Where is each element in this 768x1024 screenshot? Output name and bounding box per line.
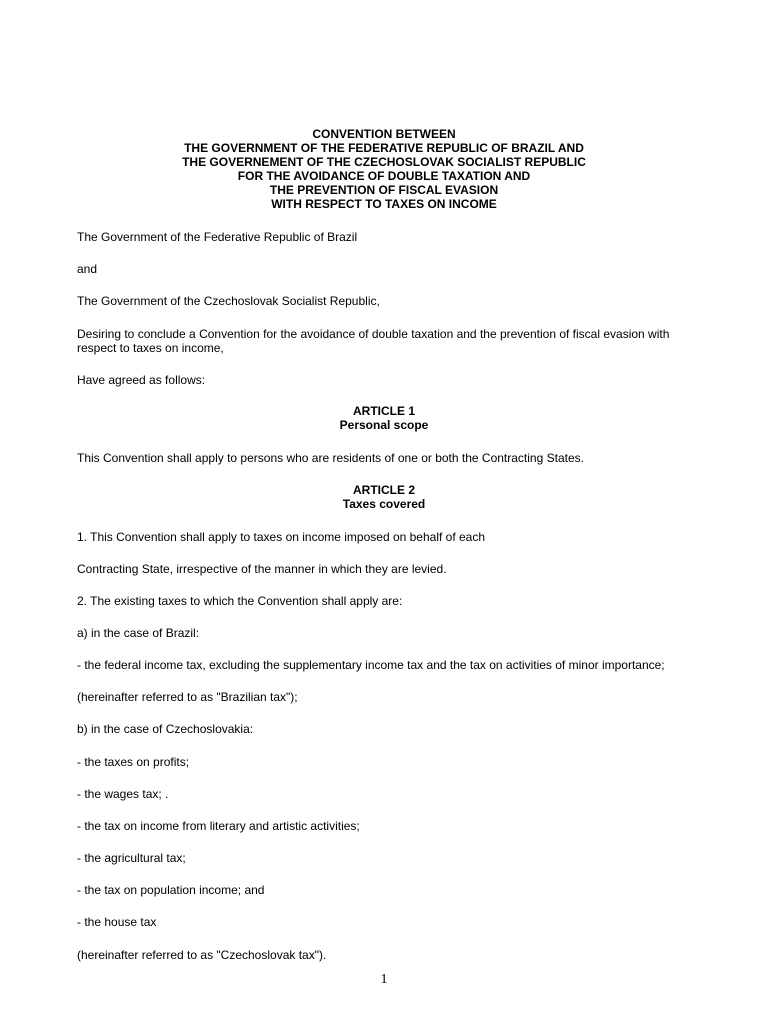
article-2-paragraph: a) in the case of Brazil:	[77, 626, 200, 640]
article-2-paragraph: b) in the case of Czechoslovakia:	[77, 722, 254, 736]
document-title	[0, 127, 768, 211]
title-line: CONVENTION BETWEEN	[312, 127, 456, 141]
article-2-paragraph: - the federal income tax, excluding the supplementary income tax and the tax on activities of minor importance;	[77, 658, 665, 672]
article-2-paragraph: Contracting State, irrespective of the manner in which they are levied.	[77, 562, 447, 576]
page-number: 1	[380, 972, 388, 987]
article-2-paragraph: - the agricultural tax;	[77, 851, 186, 865]
article-1-title: Personal scope	[339, 418, 429, 432]
preamble-party-czechoslovakia: The Government of the Czechoslovak Socialist Republic,	[77, 294, 380, 308]
article-2-paragraph: - the wages tax; .	[77, 787, 169, 801]
article-2-heading	[0, 483, 768, 511]
preamble-desiring: Desiring to conclude a Convention for the avoidance of double taxation and the prevention of fiscal evasion with respect to taxes on income,	[77, 327, 670, 355]
title-line: FOR THE AVOIDANCE OF DOUBLE TAXATION AND	[237, 169, 531, 183]
article-2-paragraph: - the tax on population income; and	[77, 883, 265, 897]
title-line: THE GOVERNMENT OF THE FEDERATIVE REPUBLIC OF BRAZIL AND	[184, 141, 584, 155]
article-2-paragraph: - the tax on income from literary and artistic activities;	[77, 819, 360, 833]
article-2-paragraph: (hereinafter referred to as "Brazilian tax");	[77, 690, 298, 704]
article-1-text: This Convention shall apply to persons who are residents of one or both the Contracting States.	[77, 451, 584, 465]
preamble-and: and	[77, 262, 98, 276]
article-2-paragraph: (hereinafter referred to as "Czechoslovak tax").	[77, 948, 327, 962]
article-2-paragraph: - the taxes on profits;	[77, 755, 190, 769]
preamble-agreed: Have agreed as follows:	[77, 373, 206, 387]
article-2-paragraph: - the house tax	[77, 915, 157, 929]
title-line: THE GOVERNEMENT OF THE CZECHOSLOVAK SOCIALIST REPUBLIC	[182, 155, 586, 169]
article-1-number: ARTICLE 1	[352, 404, 415, 418]
article-2-paragraph: 2. The existing taxes to which the Convention shall apply are:	[77, 594, 403, 608]
article-1-heading	[0, 404, 768, 432]
article-2-title: Taxes covered	[342, 497, 426, 511]
article-2-number: ARTICLE 2	[352, 483, 415, 497]
article-2-paragraph: 1. This Convention shall apply to taxes on income imposed on behalf of each	[77, 530, 486, 544]
title-line: WITH RESPECT TO TAXES ON INCOME	[271, 197, 497, 211]
preamble-party-brazil: The Government of the Federative Republic of Brazil	[77, 230, 358, 244]
title-line: THE PREVENTION OF FISCAL EVASION	[269, 183, 499, 197]
